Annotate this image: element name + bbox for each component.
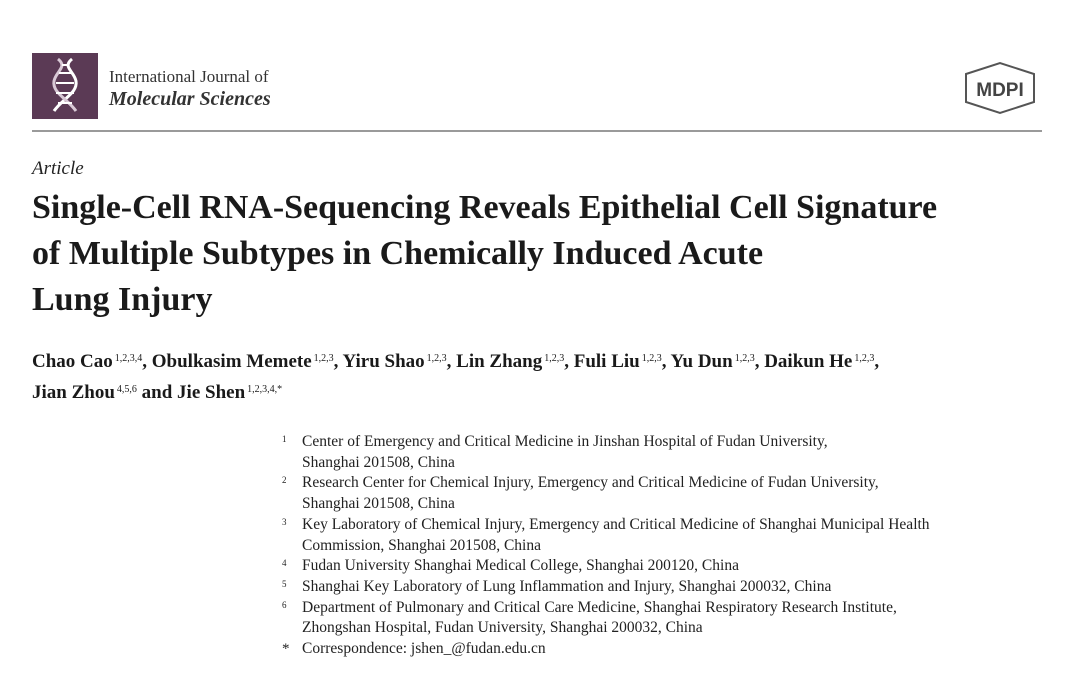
author-name: Jian Zhou <box>32 382 115 403</box>
author-separator: and <box>136 382 178 403</box>
affiliation-item <box>282 473 1062 514</box>
author-line <box>32 345 1052 376</box>
author-name: Obulkasim Memete <box>151 351 312 372</box>
author-affil-sup: 1,2,3 <box>641 353 662 364</box>
affiliation-text: Department of Pulmonary and Critical Care Medicine, Shanghai Respiratory Research Institute, <box>302 598 897 616</box>
author-affil-sup: 1,2,3 <box>426 353 447 364</box>
affiliation-number: 5 <box>282 578 287 589</box>
title-line: Lung Injury <box>32 281 213 318</box>
affiliation-text: Shanghai 201508, China <box>302 495 455 513</box>
affiliation-item <box>282 515 1062 556</box>
affiliation-number: 4 <box>282 558 287 569</box>
author-separator: , <box>142 351 152 372</box>
affiliation-item <box>282 432 1062 473</box>
journal-name-line1: International Journal of <box>109 67 269 86</box>
affiliation-number: 3 <box>282 516 287 527</box>
journal-logo-dna-icon <box>32 53 98 119</box>
affiliation-number: 1 <box>282 434 287 444</box>
author-affil-sup: 4,5,6 <box>116 384 137 395</box>
author-line <box>32 376 1052 407</box>
author-separator: , <box>661 351 671 372</box>
affiliation-list <box>282 432 1062 660</box>
journal-name-line2: Molecular Sciences <box>109 88 271 110</box>
publisher-name: MDPI <box>976 80 1024 101</box>
affiliation-item <box>282 598 1062 639</box>
publisher-logo <box>958 60 1042 116</box>
author-name: Jie Shen <box>177 382 246 403</box>
affiliation-item <box>282 556 1062 577</box>
author-affil-sup: 1,2,3 <box>313 353 334 364</box>
affiliation-text: Shanghai Key Laboratory of Lung Inflammation and Injury, Shanghai 200032, China <box>302 577 832 595</box>
affiliation-text: Key Laboratory of Chemical Injury, Emergency and Critical Medicine of Shanghai Municipal Health <box>302 515 930 533</box>
author-separator: , <box>333 351 343 372</box>
article-type: Article <box>32 158 84 179</box>
author-affil-sup: 1,2,3,4,* <box>247 384 283 395</box>
affiliation-text: Research Center for Chemical Injury, Emergency and Critical Medicine of Fudan University, <box>302 474 879 492</box>
article-title <box>32 185 1052 323</box>
affiliation-text: Center of Emergency and Critical Medicine in Jinshan Hospital of Fudan University, <box>302 433 828 450</box>
affiliation-text: Zhongshan Hospital, Fudan University, Shanghai 200032, China <box>302 619 703 637</box>
author-separator: , <box>874 351 880 372</box>
affiliation-number: 6 <box>282 599 287 610</box>
author-separator: , <box>446 351 457 372</box>
affiliation-text: Shanghai 201508, China <box>302 453 455 471</box>
author-name: Daikun He <box>764 351 853 372</box>
author-name: Lin Zhang <box>456 351 543 372</box>
affiliation-text: Commission, Shanghai 201508, China <box>302 536 541 554</box>
affiliation-text: Fudan University Shanghai Medical College, Shanghai 200120, China <box>302 557 739 575</box>
correspondence-text: Correspondence: jshen_@fudan.edu.cn <box>302 640 546 658</box>
author-separator: , <box>564 351 574 372</box>
author-affil-sup: 1,2,3 <box>854 353 875 364</box>
author-name: Fuli Liu <box>573 351 640 372</box>
author-separator: , <box>754 351 765 372</box>
author-affil-sup: 1,2,3 <box>544 353 565 364</box>
author-affil-sup: 1,2,3,4 <box>114 353 143 364</box>
header-divider <box>32 130 1042 132</box>
author-affil-sup: 1,2,3 <box>734 353 755 364</box>
title-line: Single-Cell RNA-Sequencing Reveals Epithelial Cell Signature <box>32 189 938 226</box>
correspondence-marker: * <box>282 641 290 658</box>
author-list <box>32 345 1052 407</box>
author-name: Yiru Shao <box>342 351 425 372</box>
author-name: Yu Dun <box>670 351 733 372</box>
affiliation-item <box>282 577 1062 598</box>
title-line: of Multiple Subtypes in Chemically Induced Acute <box>32 235 764 272</box>
journal-name <box>109 66 271 110</box>
author-name: Chao Cao <box>32 351 113 372</box>
affiliation-item <box>282 639 1062 660</box>
affiliation-number: 2 <box>282 475 287 486</box>
